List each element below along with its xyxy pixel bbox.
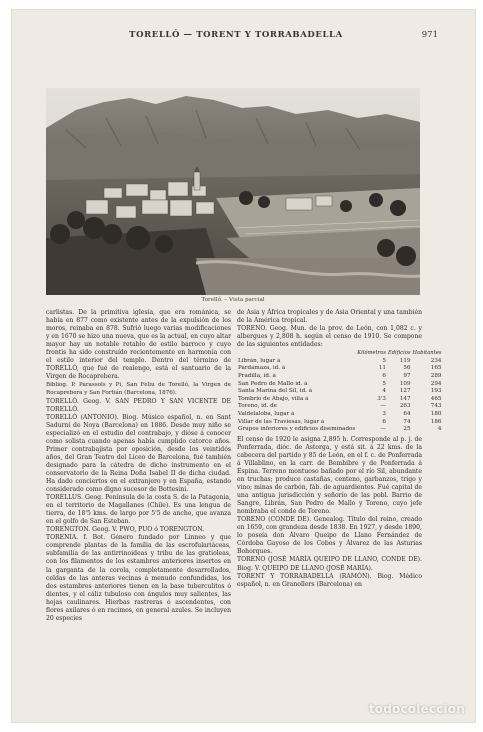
page-header <box>46 30 438 44</box>
table-cell: 56 <box>403 365 411 372</box>
table-cell: Librán, lugar á <box>238 357 281 364</box>
entry-toreno-geog: TORENO. Geog. Mun. de la prov. de León, con 1,082 c. y albergues y 2,808 h. según el censo de 1910. Se compone de las siguientes entidades: <box>237 325 422 349</box>
table-cell: 97 <box>403 373 411 380</box>
table-cell: 3'3 <box>377 395 386 402</box>
table-cell: San Pedro de Mallo id. á <box>238 380 308 387</box>
paragraph-toreno-census: El censo de 1920 le asigna 2,895 h. Corresponde al p. j. de Ponferrada, dióc. de Astorga, y está sit. á 22 kms. de la cabecera del partido y 85 de León, en el f. c. de Ponferrada á Villablino, en la carr. de Bembibre y de Ponferrada á Espina. Terreno montuoso bañado por el río Sil, abundante en truchas; produce castañas, centeno, garbanzos, trigo y vino; minas de carbón, fáb. de aguardientes. Fué capital de una antigua jurisdicción y señorío de las pobl. Barrio de Sangre, Librán, San Pedro de Mallo y Toreno, cuyo jefe nombraba el conde de Toreno. <box>237 435 422 516</box>
table-cell: 6 <box>382 373 386 380</box>
table-cell: 4 <box>437 426 442 433</box>
table-cell: Pradilla, id. á <box>238 373 276 380</box>
table-header-cell: Edificios <box>387 350 411 357</box>
table-row <box>237 396 442 404</box>
table-row <box>237 373 442 381</box>
paragraph-bibliography: Bibliog. P. Parassols y Pi, San Feliu de Torelló, la Virgen de Rocaprebera y San Fortián (Barcelona, 1876). <box>46 382 231 397</box>
running-title: TORELLÓ — TORENT Y TORRABADELLA <box>129 30 343 40</box>
table-cell: 5 <box>382 380 386 387</box>
table-header-cell: Kilómetros <box>357 350 386 357</box>
table-cell: Pardamaza, id. á <box>238 365 286 372</box>
table-header-cell: Habitantes <box>412 350 442 357</box>
table-header-row <box>237 350 442 358</box>
table-cell: 4 <box>382 388 386 395</box>
table-cell: 109 <box>399 380 411 387</box>
torello-photograph <box>46 88 420 295</box>
table-row <box>237 426 442 434</box>
table-cell: 5 <box>382 357 386 364</box>
toreno-population-table <box>237 350 442 434</box>
paragraph-torello-church: carlistas. De la primitiva iglesia, que era románica, se había en 877 como existente antes de la expulsión de los moros, reinaba en 878. Sufrió luego varias modificaciones y en 1670 se hizo una nueva, que es la actual, en cuyo altar mayor hay un notable retablo de estilo barroco y cuyo frontis ha sido construído recientemente en harmonía con el estilo interior del templo. Dentro del término de TORELLÓ, que fué de realengo, está el santuario de la Virgen de Rocaprebera. <box>46 309 231 381</box>
table-cell: — <box>380 403 386 410</box>
entry-torello-antonio: TORELLÓ (ANTONIO). Biog. Músico español, n. en Sant Sadurní de Noya (Barcelona) en 1886. Desde muy niño se especializó en el estudio del contrabajo, y dióse á conocer como solista cuando apenas había cumplido catorce años. Primer contrabajista por oposición, desde los veintidós años, del Gran Teatro del Liceo de Barcelona, fué también designado para la cátedra de dicho instrumento en el conservatorio de la Reina Doña Isabel II de dicha ciudad. Ha dado conciertos en el extranjero y en España, estando considerado como digno sucesor de Bottesini. <box>46 413 231 494</box>
table-cell: 186 <box>430 418 442 425</box>
paragraph-torenia-continued: de Asia y África tropicales y de Asia Oriental y una también de la América tropical. <box>237 309 422 325</box>
table-cell: 119 <box>399 357 411 364</box>
table-row <box>237 419 442 427</box>
entry-torenia: TORENIA. f. Bot. Género fundado por Linneo y que comprende plantas de la familia de las escrofulariáceas, subfamilia de las antirrinoideas y tribu de las gratioleas, con los filamentos de los estambres anteriores insertos en la garganta de la corola, completamente desarrollados, celdas de las anteras vecinas á menudo confundidas, los dos estambres anteriores tienen en la base tuberculitos ó dientes, y el cáliz tubuloso con ángulos muy salientes, las hojas caulinares. Hierbas rastreras ó ascendentes, con flores axilares ó en racimos, en general azules. Se incluyen 20 especies <box>46 534 231 622</box>
table-cell: 3 <box>382 410 386 417</box>
table-row <box>237 403 442 411</box>
entry-torello-geog: TORELLÓ. Geog. V. SAN PEDRO Y SAN VICENTE DE TORELLÓ. <box>46 397 231 413</box>
entry-torellus: TORELLUS. Geog. Península de la costa S. de la Patagonia, en el territorio de Magallanes (Chile). Es una lengua de tierra, de 18'5 kms. de largo por 5'5 de ancho, que avanza en el golfo de San Esteban. <box>46 494 231 526</box>
table-cell: 25 <box>403 426 411 433</box>
table-row <box>237 365 442 373</box>
table-cell: 263 <box>399 403 411 410</box>
table-cell: 180 <box>430 410 442 417</box>
table-cell: 11 <box>378 365 386 372</box>
table-row <box>237 381 442 389</box>
table-cell: Grupos inferiores y edificios diseminados <box>238 426 356 433</box>
table-cell: 74 <box>403 418 411 425</box>
entry-torengton: TORENGTON. Geog. V. PWO, PUO ó TORENGTON. <box>46 526 205 534</box>
right-text-column <box>237 309 442 589</box>
table-cell: 743 <box>430 403 442 410</box>
photo-caption: Torelló. – Vista parcial <box>201 297 265 303</box>
table-row <box>237 358 442 366</box>
torello-landscape-image <box>46 88 420 295</box>
table-header-cell <box>237 350 356 358</box>
table-cell: 64 <box>403 410 411 417</box>
table-cell: 165 <box>430 365 442 372</box>
entry-torent-y-torrabadella: TORENT Y TORRABADELLA (RAMÓN). Biog. Médico español, n. en Granollers (Barcelona) en <box>237 572 422 588</box>
table-cell: 147 <box>399 395 411 402</box>
table-cell: 6 <box>382 418 386 425</box>
table-cell: Valdelaloba, lugar á <box>238 410 295 417</box>
table-cell: 127 <box>399 388 411 395</box>
table-cell: 294 <box>430 380 442 387</box>
page-number: 971 <box>421 30 438 40</box>
table-cell: Toreno, id. de <box>238 403 277 410</box>
entry-toreno-jose-maria: TORENO (JOSÉ MARÍA QUEIPO DE LLANO, CONDE DE). Biog. V. QUEIPO DE LLANO (JOSÉ MARÍA). <box>237 556 422 572</box>
watermark-logo: todocoleccion <box>368 702 465 716</box>
table-cell: Villar de las Traviesas, lugar á <box>238 418 325 425</box>
table-row <box>237 388 442 396</box>
table-cell: 234 <box>430 357 442 364</box>
entry-toreno-conde: TORENO (CONDE DE). Genealog. Título del reino, creado en 1659, con grandeza desde 1838. En 1927, y desde 1890, lo poseía don Álvaro Queipo de Llano Fernández de Córdoba Gayoso de los Cobos y Álvarez de las Asturias Bohorques. <box>237 516 422 556</box>
table-cell: — <box>380 426 386 433</box>
table-cell: Tombrio de Abajo, villa á <box>238 395 309 402</box>
table-cell: 289 <box>430 373 442 380</box>
table-cell: Santa Marina del Sil, id. á <box>238 388 313 395</box>
left-text-column <box>46 309 231 623</box>
table-cell: 193 <box>430 388 442 395</box>
table-row <box>237 411 442 419</box>
table-cell: 465 <box>430 395 442 402</box>
